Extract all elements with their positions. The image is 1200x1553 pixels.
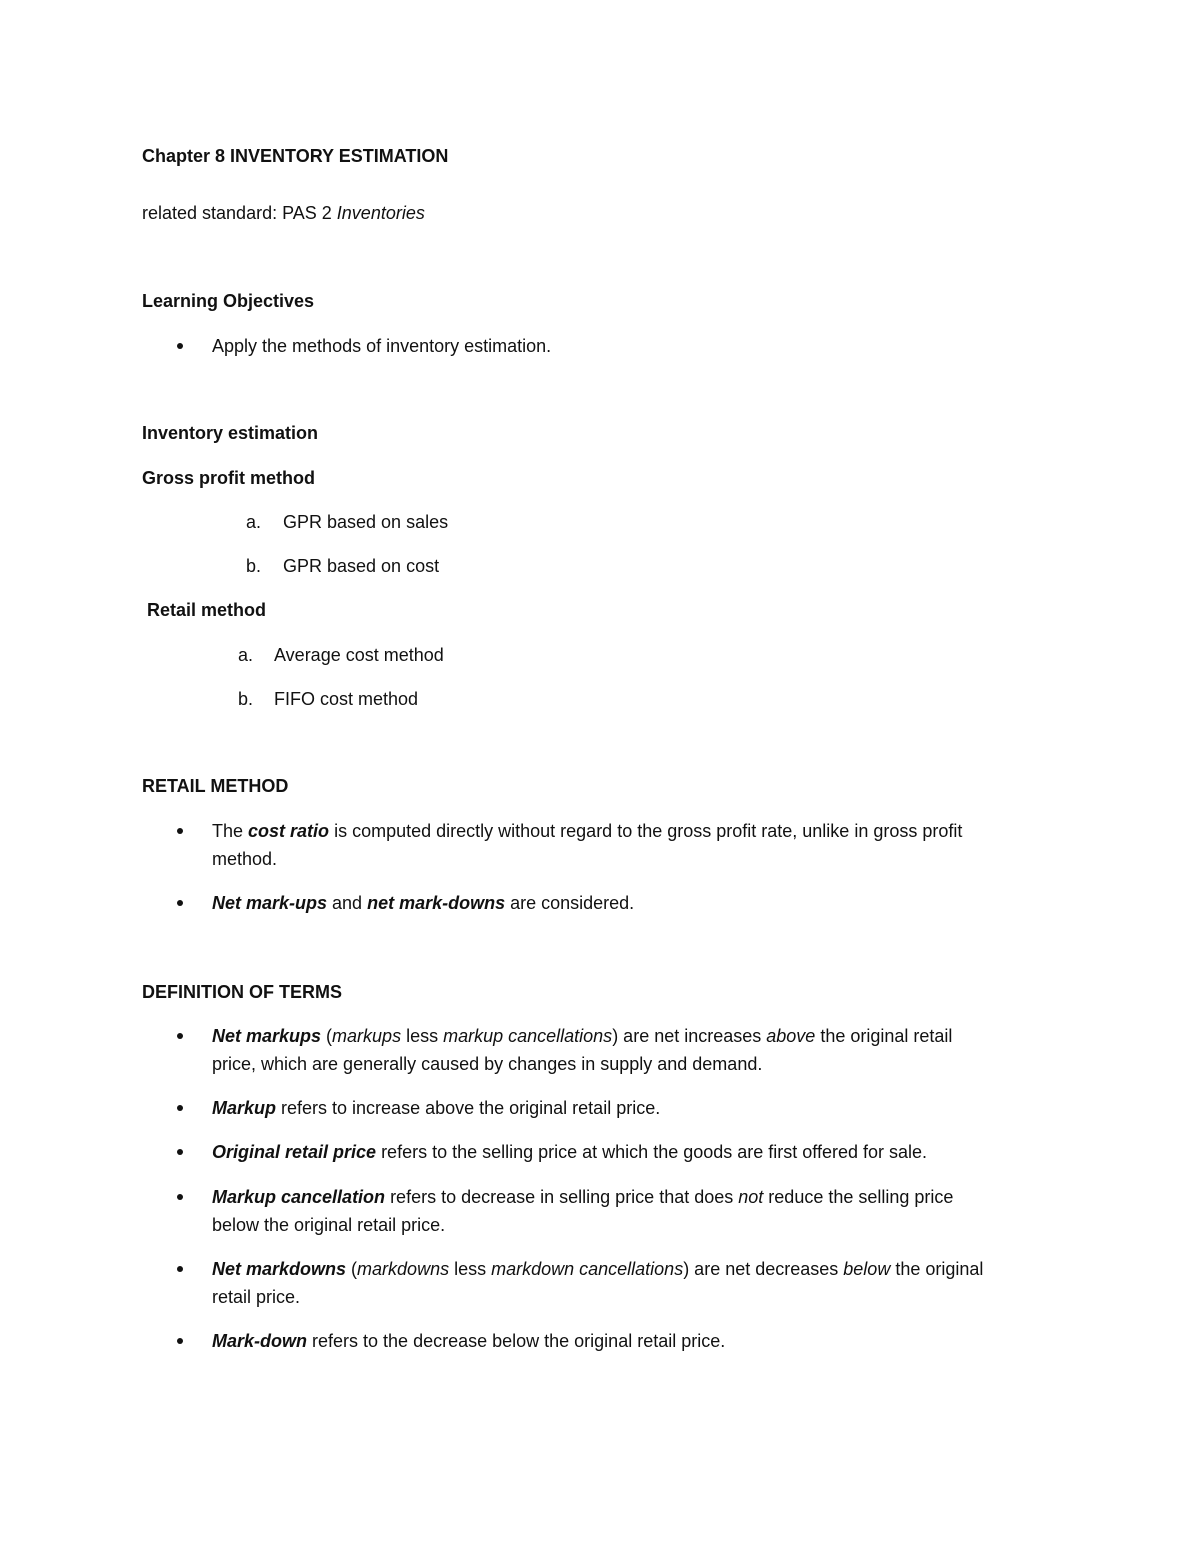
definitions-heading: DEFINITION OF TERMS	[142, 982, 342, 1002]
text-run: ) are net decreases	[683, 1259, 844, 1279]
retail-bullet-1	[212, 819, 962, 843]
term: Net markups	[212, 1026, 322, 1046]
term: Original retail price	[212, 1142, 377, 1162]
definition-markup-cancellation	[212, 1185, 953, 1209]
term-net-markups: Net mark-ups	[212, 893, 328, 913]
bullet-icon	[177, 900, 183, 906]
text-run: the original	[890, 1259, 984, 1279]
list-marker: b.	[246, 556, 262, 576]
italic-run: markdown cancellations	[491, 1259, 684, 1279]
term: Markup cancellation	[212, 1187, 386, 1207]
definition-net-markups-cont: price, which are generally caused by changes in supply and demand.	[212, 1054, 763, 1074]
text-run: (	[321, 1026, 333, 1046]
list-marker: b.	[238, 689, 254, 709]
text-run: is computed directly without regard to the gross profit rate, unlike in gross profit	[329, 821, 963, 841]
text-run: less	[449, 1259, 492, 1279]
term: Mark-down	[212, 1331, 308, 1351]
italic-run: above	[766, 1026, 816, 1046]
gross-profit-item: GPR based on sales	[283, 512, 449, 532]
retail-method-heading: RETAIL METHOD	[142, 776, 289, 796]
text-run: are considered.	[505, 893, 635, 913]
term-cost-ratio: cost ratio	[248, 821, 330, 841]
estimation-heading: Inventory estimation	[142, 423, 319, 443]
retail-method-subheading: Retail method	[147, 600, 267, 620]
bullet-icon	[177, 1266, 183, 1272]
italic-run: markup cancellations	[443, 1026, 613, 1046]
term: Markup	[212, 1098, 277, 1118]
definition-markup	[212, 1096, 660, 1120]
retail-item: FIFO cost method	[274, 689, 419, 709]
text-run: The	[212, 821, 249, 841]
italic-run: markups	[332, 1026, 402, 1046]
retail-bullet-1-cont: method.	[212, 849, 278, 869]
gross-profit-heading: Gross profit method	[142, 468, 316, 488]
objectives-heading: Learning Objectives	[142, 291, 315, 311]
standard-name: Inventories	[336, 203, 425, 223]
standard-prefix: related standard: PAS 2	[142, 203, 337, 223]
text-run: and	[327, 893, 368, 913]
definition-mark-down	[212, 1329, 725, 1353]
bullet-icon	[177, 1194, 183, 1200]
italic-run: not	[738, 1187, 764, 1207]
bullet-icon	[177, 343, 183, 349]
definition-original-retail-price	[212, 1140, 927, 1164]
list-marker: a.	[238, 645, 254, 665]
retail-bullet-2	[212, 891, 634, 915]
definition-markup-cancellation-cont: below the original retail price.	[212, 1215, 446, 1235]
bullet-icon	[177, 828, 183, 834]
text-run: refers to decrease in selling price that does	[385, 1187, 739, 1207]
text-run: ) are net increases	[612, 1026, 767, 1046]
italic-run: below	[843, 1259, 891, 1279]
bullet-icon	[177, 1105, 183, 1111]
related-standard	[142, 201, 425, 225]
bullet-icon	[177, 1338, 183, 1344]
gross-profit-item: GPR based on cost	[283, 556, 440, 576]
definition-net-markdowns	[212, 1257, 983, 1281]
italic-run: markdowns	[357, 1259, 450, 1279]
text-run: refers to the decrease below the original retail price.	[307, 1331, 726, 1351]
chapter-title: Chapter 8 INVENTORY ESTIMATION	[142, 146, 449, 166]
text-run: the original retail	[815, 1026, 953, 1046]
text-run: (	[346, 1259, 358, 1279]
bullet-icon	[177, 1033, 183, 1039]
definition-net-markups	[212, 1024, 952, 1048]
definition-net-markdowns-cont: retail price.	[212, 1287, 301, 1307]
text-run: refers to increase above the original retail price.	[276, 1098, 661, 1118]
objective-item: Apply the methods of inventory estimation.	[212, 336, 552, 356]
term-net-markdowns: net mark-downs	[367, 893, 506, 913]
text-run: reduce the selling price	[763, 1187, 954, 1207]
text-run: refers to the selling price at which the goods are first offered for sale.	[376, 1142, 928, 1162]
bullet-icon	[177, 1149, 183, 1155]
term: Net markdowns	[212, 1259, 347, 1279]
list-marker: a.	[246, 512, 262, 532]
retail-item: Average cost method	[274, 645, 444, 665]
text-run: less	[401, 1026, 444, 1046]
